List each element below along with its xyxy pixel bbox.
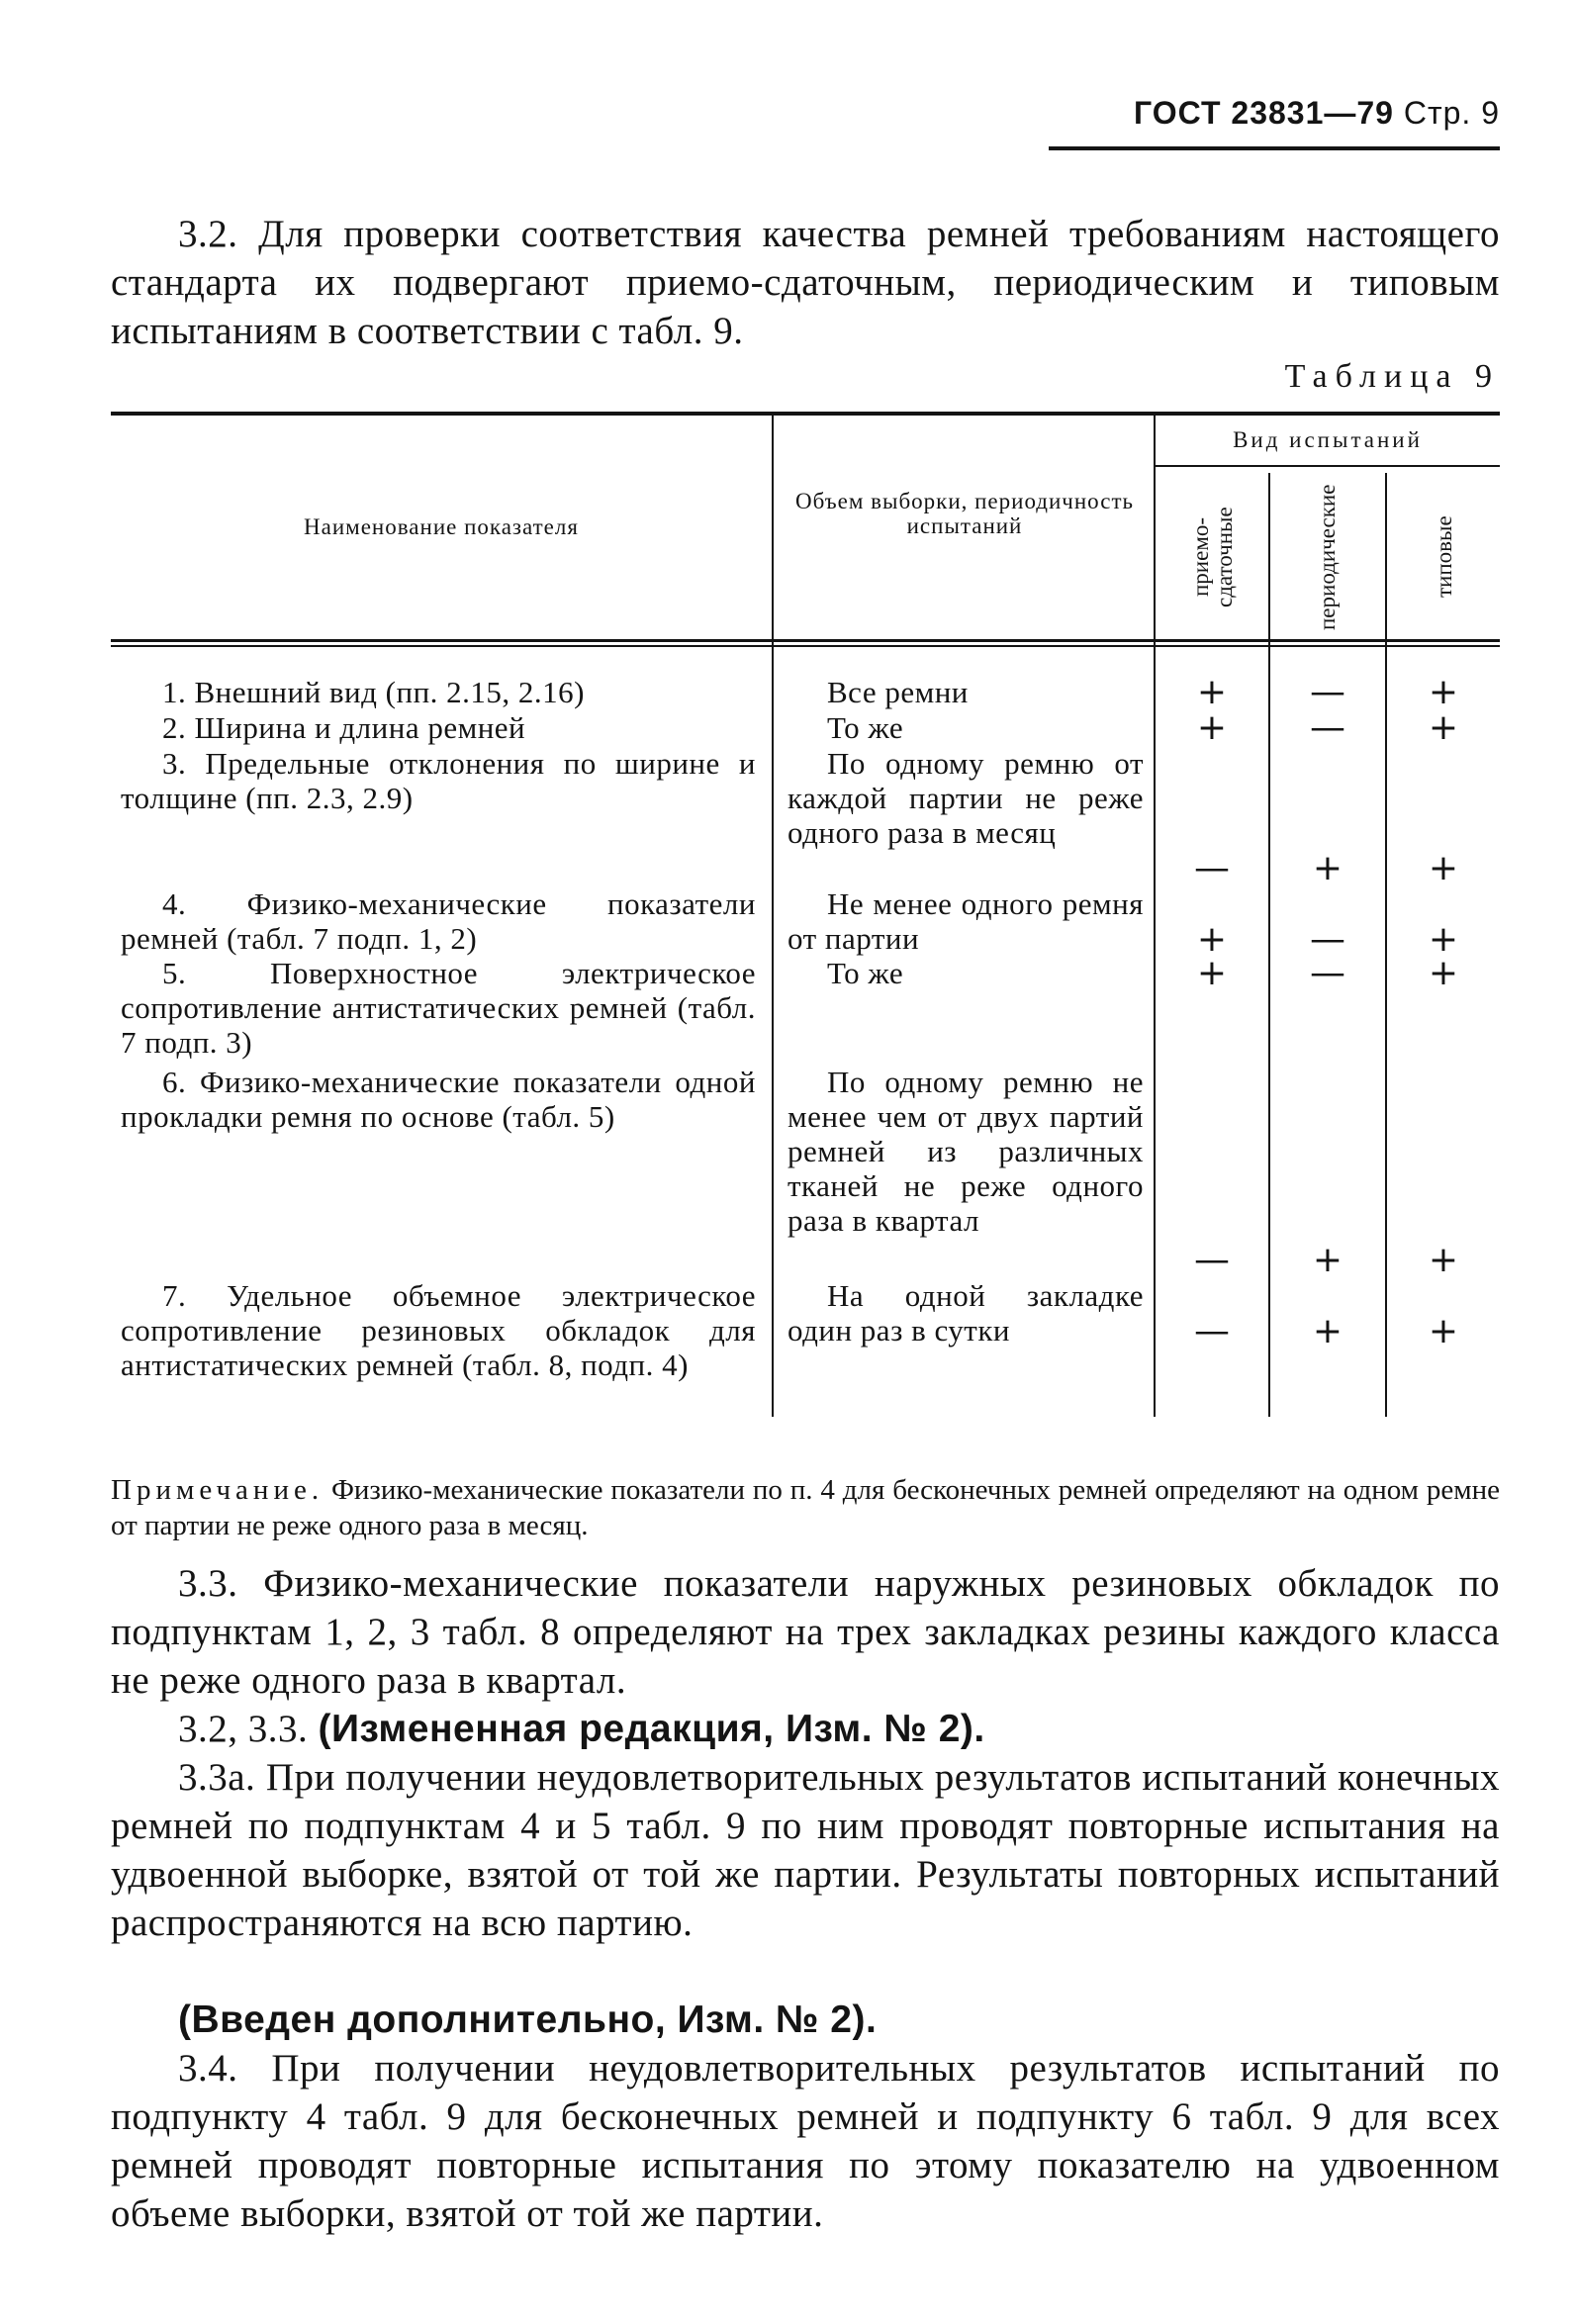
row-6-sample: По одному ремню не менее чем от двух партий ремней из различных тканей не реже одного раза в квартал bbox=[788, 1065, 1144, 1238]
paragraph-3-2: 3.2. Для проверки соответствия качества ремней требованиям настоящего стандарта их подвергают приемо-сдаточным, периодическим и типовым испытаниям в соответствии с табл. 9. bbox=[111, 213, 1500, 352]
row-7-sample: На одной закладке один раз в сутки bbox=[788, 1278, 1144, 1348]
row-7-name: 7. Удельное объемное электрическое сопротивление резиновых обкладок для антистатических ремней (табл. 8, подп. 4) bbox=[121, 1278, 756, 1382]
row-4-mark-type: + bbox=[1428, 919, 1459, 960]
column-header-acceptance: приемо-сдаточные bbox=[1188, 507, 1237, 607]
table-header-rule-2 bbox=[111, 645, 1500, 647]
column-header-periodic: периодические bbox=[1315, 484, 1340, 630]
row-2-name: 2. Ширина и длина ремней bbox=[162, 710, 526, 745]
row-7-mark-periodic: + bbox=[1312, 1311, 1343, 1351]
table-note bbox=[111, 1472, 1500, 1543]
row-2-sample: То же bbox=[827, 710, 904, 745]
header-rule bbox=[1049, 146, 1500, 150]
paragraph-3-3: 3.3. Физико-механические показатели наружных резиновых обкладок по подпунктам 1, 2, 3 табл. 8 определяют на трех закладках резины каждого класса не реже одного раза в квартал. bbox=[111, 1562, 1500, 1702]
row-5-mark-periodic: — bbox=[1310, 953, 1345, 993]
row-1-name: 1. Внешний вид (пп. 2.15, 2.16) bbox=[162, 675, 585, 709]
row-6-mark-periodic: + bbox=[1312, 1240, 1343, 1280]
row-3-mark-periodic: + bbox=[1312, 848, 1343, 888]
row-1-mark-type: + bbox=[1428, 672, 1459, 712]
paragraph-3-3a: 3.3а. При получении неудовлетворительных результатов испытаний конечных ремней по подпунктам 4 и 5 табл. 9 по ним проводят повторные испытания на удвоенной выборке, взятой от той же партии. Результаты повторных испытаний распространяются на всю партию. bbox=[111, 1756, 1500, 1944]
edit-note-3-3a: (Введен дополнительно, Изм. № 2). bbox=[178, 1999, 878, 2041]
row-1-mark-acceptance: + bbox=[1196, 672, 1228, 712]
table-top-rule bbox=[111, 412, 1500, 416]
row-5-mark-acceptance: + bbox=[1196, 953, 1228, 993]
row-4-name: 4. Физико-механические показатели ремней (табл. 7 подп. 1, 2) bbox=[121, 886, 756, 956]
row-4-mark-acceptance: + bbox=[1196, 919, 1228, 960]
row-2-mark-type: + bbox=[1428, 707, 1459, 748]
paragraph-3-4: 3.4. При получении неудовлетворительных результатов испытаний по подпункту 4 табл. 9 для бесконечных ремней и подпункту 6 табл. 9 для всех ремней проводят повторные испытания по этому показателю на удвоенном объеме выборки, взятой от той же партии. bbox=[111, 2047, 1500, 2235]
row-7-mark-type: + bbox=[1428, 1311, 1459, 1351]
row-7-mark-acceptance: — bbox=[1194, 1311, 1230, 1351]
row-3-mark-type: + bbox=[1428, 848, 1459, 888]
row-6-mark-acceptance: — bbox=[1194, 1240, 1230, 1280]
row-3-sample: По одному ремню от каждой партии не реже одного раза в месяц bbox=[788, 746, 1144, 850]
row-1-mark-periodic: — bbox=[1310, 672, 1345, 712]
row-3-mark-acceptance: — bbox=[1194, 848, 1230, 888]
row-1-sample: Все ремни bbox=[827, 675, 969, 709]
row-5-sample: То же bbox=[827, 956, 904, 990]
edit-note-text: (Измененная редакция, Изм. № 2). bbox=[318, 1708, 985, 1750]
row-4-mark-periodic: — bbox=[1310, 919, 1345, 960]
edit-note-3-2-3-3 bbox=[111, 1705, 1500, 1753]
page-number: Стр. 9 bbox=[1403, 95, 1500, 131]
note-text: Физико-механические показатели по п. 4 для бесконечных ремней определяют на одном ремне от партии не реже одного раза в месяц. bbox=[111, 1474, 1500, 1541]
table-header-rule bbox=[111, 639, 1500, 642]
column-header-name: Наименование показателя bbox=[304, 514, 579, 539]
row-6-mark-type: + bbox=[1428, 1240, 1459, 1280]
row-2-mark-acceptance: + bbox=[1196, 707, 1228, 748]
row-5-name: 5. Поверхностное электрическое сопротивление антистатических ремней (табл. 7 подп. 3) bbox=[121, 956, 756, 1060]
table-caption: Таблица 9 bbox=[1284, 358, 1500, 395]
page-header bbox=[1049, 95, 1500, 132]
document-code: ГОСТ 23831—79 bbox=[1134, 95, 1394, 131]
column-header-sample: Объем выборки, периодичность испытаний bbox=[794, 489, 1134, 538]
row-5-mark-type: + bbox=[1428, 953, 1459, 993]
row-6-name: 6. Физико-механические показатели одной прокладки ремня по основе (табл. 5) bbox=[121, 1065, 756, 1134]
row-4-sample: Не менее одного ремня от партии bbox=[788, 886, 1144, 956]
edit-note-ref: 3.2, 3.3. bbox=[178, 1708, 319, 1750]
row-3-name: 3. Предельные отклонения по ширине и толщине (пп. 2.3, 2.9) bbox=[121, 746, 756, 815]
table-group-rule bbox=[1154, 465, 1500, 467]
row-2-mark-periodic: — bbox=[1310, 707, 1345, 748]
column-header-type-tests: типовые bbox=[1432, 515, 1456, 599]
note-label: Примечание. bbox=[111, 1474, 324, 1506]
column-header-test-kind: Вид испытаний bbox=[1233, 427, 1423, 452]
table-divider-1 bbox=[772, 416, 774, 1417]
